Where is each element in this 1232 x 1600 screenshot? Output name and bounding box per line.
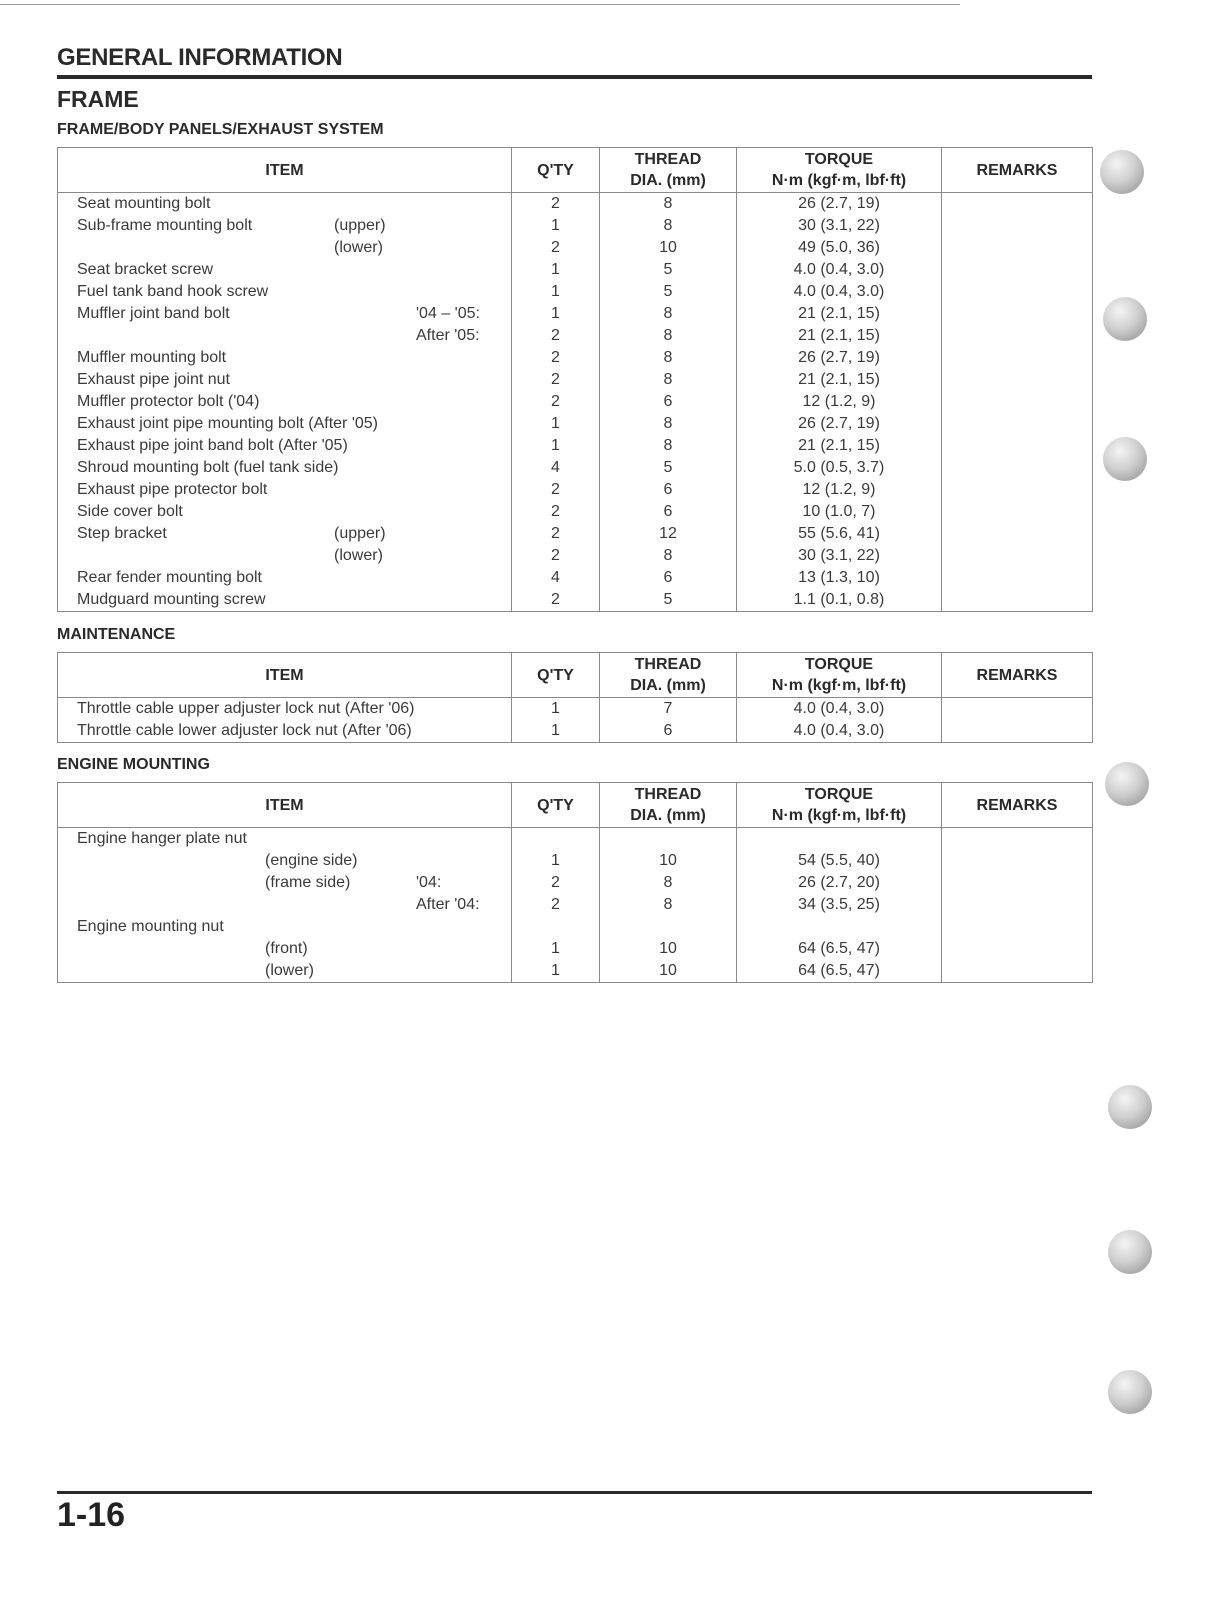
torque-cell: 21 (2.1, 15) bbox=[737, 325, 942, 347]
thread-cell: 10 bbox=[600, 237, 737, 259]
item-name: Seat mounting bolt bbox=[77, 195, 211, 212]
remarks-cell bbox=[942, 457, 1093, 479]
item-cell bbox=[58, 523, 512, 545]
torque-cell: 55 (5.6, 41) bbox=[737, 523, 942, 545]
table-row bbox=[58, 413, 1093, 435]
title-rule bbox=[57, 75, 1092, 79]
qty-cell: 1 bbox=[512, 850, 600, 872]
item-qualifier: (upper) bbox=[334, 525, 386, 542]
item-cell bbox=[58, 589, 512, 612]
item-name: Shroud mounting bolt (fuel tank side) bbox=[77, 459, 339, 476]
qty-cell: 2 bbox=[512, 545, 600, 567]
qty-cell: 2 bbox=[512, 523, 600, 545]
qty-cell bbox=[512, 916, 600, 938]
item-cell bbox=[58, 894, 512, 916]
torque-cell: 54 (5.5, 40) bbox=[737, 850, 942, 872]
table-row bbox=[58, 894, 1093, 916]
col-thread-header: THREAD DIA. (mm) bbox=[600, 148, 737, 193]
table-row bbox=[58, 193, 1093, 216]
col-qty-header: Q'TY bbox=[512, 783, 600, 828]
remarks-cell bbox=[942, 567, 1093, 589]
qty-cell: 2 bbox=[512, 501, 600, 523]
item-cell bbox=[58, 916, 512, 938]
item-qualifier: (engine side) bbox=[265, 852, 358, 869]
col-torque-header: TORQUE N·m (kgf·m, lbf·ft) bbox=[737, 653, 942, 698]
col-item-header: ITEM bbox=[58, 783, 512, 828]
qty-cell bbox=[512, 828, 600, 851]
torque-cell: 4.0 (0.4, 3.0) bbox=[737, 698, 942, 721]
torque-cell: 26 (2.7, 20) bbox=[737, 872, 942, 894]
remarks-cell bbox=[942, 369, 1093, 391]
remarks-cell bbox=[942, 435, 1093, 457]
remarks-cell bbox=[942, 259, 1093, 281]
thread-cell: 5 bbox=[600, 281, 737, 303]
item-name: Muffler protector bolt ('04) bbox=[77, 393, 260, 410]
section-tab-dot bbox=[1105, 762, 1149, 806]
table-row bbox=[58, 369, 1093, 391]
section-tab-dot bbox=[1100, 150, 1144, 194]
item-name: Mudguard mounting screw bbox=[77, 591, 266, 608]
thread-cell: 8 bbox=[600, 369, 737, 391]
item-cell bbox=[58, 347, 512, 369]
item-cell bbox=[58, 567, 512, 589]
torque-cell: 64 (6.5, 47) bbox=[737, 960, 942, 983]
torque-cell: 34 (3.5, 25) bbox=[737, 894, 942, 916]
thread-cell: 10 bbox=[600, 850, 737, 872]
qty-cell: 1 bbox=[512, 303, 600, 325]
remarks-cell bbox=[942, 303, 1093, 325]
item-cell bbox=[58, 479, 512, 501]
torque-cell: 64 (6.5, 47) bbox=[737, 938, 942, 960]
qty-cell: 1 bbox=[512, 413, 600, 435]
remarks-cell bbox=[942, 698, 1093, 721]
qty-cell: 1 bbox=[512, 435, 600, 457]
item-name: Muffler mounting bolt bbox=[77, 349, 227, 366]
torque-cell bbox=[737, 916, 942, 938]
torque-cell: 12 (1.2, 9) bbox=[737, 391, 942, 413]
table-row bbox=[58, 720, 1093, 743]
table-row bbox=[58, 567, 1093, 589]
item-cell bbox=[58, 435, 512, 457]
thread-cell bbox=[600, 916, 737, 938]
remarks-cell bbox=[942, 281, 1093, 303]
section-tab-dot bbox=[1108, 1230, 1152, 1274]
item-name: Throttle cable lower adjuster lock nut (After '06) bbox=[77, 722, 412, 739]
item-cell bbox=[58, 960, 512, 983]
item-cell bbox=[58, 303, 512, 325]
section-tab-dot bbox=[1103, 297, 1147, 341]
remarks-cell bbox=[942, 850, 1093, 872]
thread-cell: 8 bbox=[600, 894, 737, 916]
engine-mounting-table bbox=[57, 782, 1093, 983]
table-header-row bbox=[58, 653, 1093, 698]
col-torque-header: TORQUE N·m (kgf·m, lbf·ft) bbox=[737, 783, 942, 828]
torque-cell: 26 (2.7, 19) bbox=[737, 193, 942, 216]
thread-cell: 8 bbox=[600, 193, 737, 216]
qty-cell: 4 bbox=[512, 567, 600, 589]
item-name: Exhaust joint pipe mounting bolt (After '05) bbox=[77, 415, 378, 432]
engine-mounting-heading: ENGINE MOUNTING bbox=[57, 756, 210, 773]
item-qualifier: (lower) bbox=[265, 962, 314, 979]
item-qualifier: (upper) bbox=[334, 217, 386, 234]
item-cell bbox=[58, 413, 512, 435]
table-row bbox=[58, 303, 1093, 325]
table-row bbox=[58, 479, 1093, 501]
item-model-year: After '04: bbox=[416, 896, 480, 913]
table-row bbox=[58, 523, 1093, 545]
item-name: Seat bracket screw bbox=[77, 261, 214, 278]
qty-cell: 1 bbox=[512, 281, 600, 303]
thread-cell: 6 bbox=[600, 479, 737, 501]
col-item-header: ITEM bbox=[58, 653, 512, 698]
thread-cell: 8 bbox=[600, 435, 737, 457]
thread-cell: 8 bbox=[600, 413, 737, 435]
qty-cell: 2 bbox=[512, 479, 600, 501]
thread-cell: 7 bbox=[600, 698, 737, 721]
table-row bbox=[58, 938, 1093, 960]
item-cell bbox=[58, 850, 512, 872]
table-row bbox=[58, 872, 1093, 894]
torque-cell: 1.1 (0.1, 0.8) bbox=[737, 589, 942, 612]
section-tab-dot bbox=[1103, 437, 1147, 481]
remarks-cell bbox=[942, 347, 1093, 369]
qty-cell: 2 bbox=[512, 589, 600, 612]
table-header-row bbox=[58, 148, 1093, 193]
thread-cell: 5 bbox=[600, 259, 737, 281]
table-row bbox=[58, 916, 1093, 938]
subsection-title: FRAME bbox=[57, 86, 139, 112]
item-cell bbox=[58, 457, 512, 479]
remarks-cell bbox=[942, 916, 1093, 938]
item-cell bbox=[58, 828, 512, 851]
table-row bbox=[58, 960, 1093, 983]
col-item-header: ITEM bbox=[58, 148, 512, 193]
item-cell bbox=[58, 938, 512, 960]
qty-cell: 1 bbox=[512, 720, 600, 743]
col-torque-header: TORQUE N·m (kgf·m, lbf·ft) bbox=[737, 148, 942, 193]
thread-cell: 10 bbox=[600, 938, 737, 960]
item-qualifier: (lower) bbox=[334, 239, 383, 256]
thread-cell: 6 bbox=[600, 391, 737, 413]
remarks-cell bbox=[942, 523, 1093, 545]
item-cell bbox=[58, 193, 512, 216]
section-tab-dot bbox=[1108, 1085, 1152, 1129]
footer-rule bbox=[57, 1491, 1092, 1494]
item-cell bbox=[58, 281, 512, 303]
qty-cell: 2 bbox=[512, 391, 600, 413]
remarks-cell bbox=[942, 828, 1093, 851]
thread-cell: 8 bbox=[600, 872, 737, 894]
remarks-cell bbox=[942, 501, 1093, 523]
qty-cell: 1 bbox=[512, 938, 600, 960]
item-name: Step bracket bbox=[77, 525, 167, 542]
torque-cell: 4.0 (0.4, 3.0) bbox=[737, 259, 942, 281]
thread-cell: 8 bbox=[600, 303, 737, 325]
frame-body-heading: FRAME/BODY PANELS/EXHAUST SYSTEM bbox=[57, 121, 384, 138]
item-cell bbox=[58, 369, 512, 391]
item-name: Engine mounting nut bbox=[77, 918, 224, 935]
thread-cell: 6 bbox=[600, 501, 737, 523]
table-row bbox=[58, 435, 1093, 457]
item-name: Sub-frame mounting bolt bbox=[77, 217, 253, 234]
table-row bbox=[58, 215, 1093, 237]
torque-cell: 4.0 (0.4, 3.0) bbox=[737, 281, 942, 303]
remarks-cell bbox=[942, 325, 1093, 347]
item-name: Rear fender mounting bolt bbox=[77, 569, 262, 586]
item-cell bbox=[58, 872, 512, 894]
remarks-cell bbox=[942, 545, 1093, 567]
table-header-row bbox=[58, 783, 1093, 828]
thread-cell: 12 bbox=[600, 523, 737, 545]
torque-cell: 10 (1.0, 7) bbox=[737, 501, 942, 523]
table-row bbox=[58, 391, 1093, 413]
item-name: Throttle cable upper adjuster lock nut (After '06) bbox=[77, 700, 415, 717]
table-row bbox=[58, 237, 1093, 259]
item-model-year: '04 – '05: bbox=[416, 305, 480, 322]
thread-cell: 8 bbox=[600, 215, 737, 237]
col-remarks-header: REMARKS bbox=[942, 148, 1093, 193]
col-remarks-header: REMARKS bbox=[942, 783, 1093, 828]
table-row bbox=[58, 281, 1093, 303]
thread-cell: 8 bbox=[600, 325, 737, 347]
torque-cell: 26 (2.7, 19) bbox=[737, 413, 942, 435]
remarks-cell bbox=[942, 413, 1093, 435]
item-name: Fuel tank band hook screw bbox=[77, 283, 269, 300]
thread-cell: 8 bbox=[600, 545, 737, 567]
qty-cell: 2 bbox=[512, 369, 600, 391]
table-row bbox=[58, 501, 1093, 523]
section-tab-dot bbox=[1108, 1370, 1152, 1414]
qty-cell: 2 bbox=[512, 193, 600, 216]
thread-cell bbox=[600, 828, 737, 851]
qty-cell: 4 bbox=[512, 457, 600, 479]
col-thread-header: THREAD DIA. (mm) bbox=[600, 783, 737, 828]
page-number: 1-16 bbox=[57, 1496, 126, 1534]
item-name: Engine hanger plate nut bbox=[77, 830, 247, 847]
torque-cell: 13 (1.3, 10) bbox=[737, 567, 942, 589]
torque-cell: 21 (2.1, 15) bbox=[737, 369, 942, 391]
col-thread-header: THREAD DIA. (mm) bbox=[600, 653, 737, 698]
item-cell bbox=[58, 259, 512, 281]
remarks-cell bbox=[942, 938, 1093, 960]
remarks-cell bbox=[942, 391, 1093, 413]
torque-cell: 12 (1.2, 9) bbox=[737, 479, 942, 501]
table-row bbox=[58, 347, 1093, 369]
section-title: GENERAL INFORMATION bbox=[57, 44, 343, 71]
remarks-cell bbox=[942, 215, 1093, 237]
item-qualifier: (front) bbox=[265, 940, 308, 957]
thread-cell: 5 bbox=[600, 589, 737, 612]
table-row bbox=[58, 828, 1093, 851]
torque-cell: 21 (2.1, 15) bbox=[737, 435, 942, 457]
item-qualifier: (lower) bbox=[334, 547, 383, 564]
thread-cell: 10 bbox=[600, 960, 737, 983]
item-cell bbox=[58, 325, 512, 347]
remarks-cell bbox=[942, 589, 1093, 612]
item-cell bbox=[58, 720, 512, 743]
qty-cell: 1 bbox=[512, 259, 600, 281]
qty-cell: 2 bbox=[512, 347, 600, 369]
item-name: Muffler joint band bolt bbox=[77, 305, 230, 322]
item-cell bbox=[58, 545, 512, 567]
item-cell bbox=[58, 501, 512, 523]
item-name: Exhaust pipe joint nut bbox=[77, 371, 230, 388]
torque-cell: 5.0 (0.5, 3.7) bbox=[737, 457, 942, 479]
table-row bbox=[58, 850, 1093, 872]
qty-cell: 1 bbox=[512, 960, 600, 983]
item-name: Exhaust pipe joint band bolt (After '05) bbox=[77, 437, 348, 454]
torque-cell: 30 (3.1, 22) bbox=[737, 215, 942, 237]
item-model-year: '04: bbox=[416, 874, 442, 891]
item-cell bbox=[58, 237, 512, 259]
qty-cell: 2 bbox=[512, 237, 600, 259]
maintenance-heading: MAINTENANCE bbox=[57, 626, 176, 643]
remarks-cell bbox=[942, 720, 1093, 743]
col-qty-header: Q'TY bbox=[512, 148, 600, 193]
torque-cell: 21 (2.1, 15) bbox=[737, 303, 942, 325]
frame-body-table bbox=[57, 147, 1093, 612]
table-row bbox=[58, 545, 1093, 567]
table-row bbox=[58, 698, 1093, 721]
qty-cell: 1 bbox=[512, 215, 600, 237]
thread-cell: 6 bbox=[600, 720, 737, 743]
col-remarks-header: REMARKS bbox=[942, 653, 1093, 698]
thread-cell: 8 bbox=[600, 347, 737, 369]
thread-cell: 5 bbox=[600, 457, 737, 479]
item-cell bbox=[58, 215, 512, 237]
table-row bbox=[58, 259, 1093, 281]
item-cell bbox=[58, 391, 512, 413]
thread-cell: 6 bbox=[600, 567, 737, 589]
remarks-cell bbox=[942, 193, 1093, 216]
remarks-cell bbox=[942, 960, 1093, 983]
table-row bbox=[58, 589, 1093, 612]
qty-cell: 2 bbox=[512, 894, 600, 916]
torque-cell: 49 (5.0, 36) bbox=[737, 237, 942, 259]
item-model-year: After '05: bbox=[416, 327, 480, 344]
remarks-cell bbox=[942, 479, 1093, 501]
item-qualifier: (frame side) bbox=[265, 874, 351, 891]
remarks-cell bbox=[942, 894, 1093, 916]
top-rule bbox=[0, 4, 960, 5]
torque-cell: 26 (2.7, 19) bbox=[737, 347, 942, 369]
col-qty-header: Q'TY bbox=[512, 653, 600, 698]
qty-cell: 2 bbox=[512, 325, 600, 347]
item-cell bbox=[58, 698, 512, 721]
table-row bbox=[58, 457, 1093, 479]
remarks-cell bbox=[942, 237, 1093, 259]
item-name: Side cover bolt bbox=[77, 503, 183, 520]
maintenance-table bbox=[57, 652, 1093, 743]
item-name: Exhaust pipe protector bolt bbox=[77, 481, 268, 498]
torque-cell bbox=[737, 828, 942, 851]
qty-cell: 2 bbox=[512, 872, 600, 894]
qty-cell: 1 bbox=[512, 698, 600, 721]
torque-cell: 30 (3.1, 22) bbox=[737, 545, 942, 567]
torque-cell: 4.0 (0.4, 3.0) bbox=[737, 720, 942, 743]
table-row bbox=[58, 325, 1093, 347]
remarks-cell bbox=[942, 872, 1093, 894]
